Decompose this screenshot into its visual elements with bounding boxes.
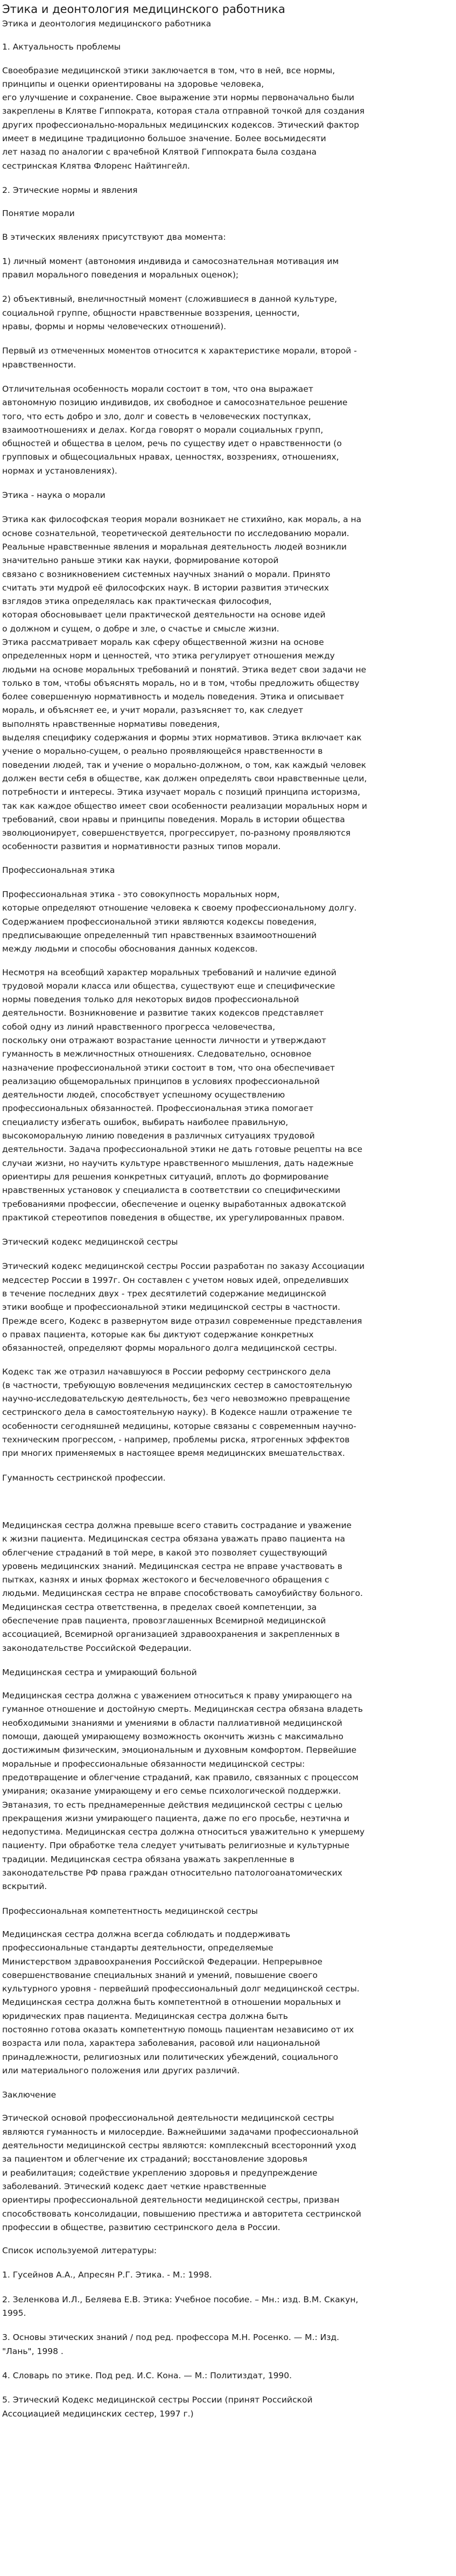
section-heading: Этика и деонтология медицинского работника xyxy=(2,19,212,29)
section-heading: Заключение xyxy=(2,2090,57,2100)
section-heading: Медицинская сестра и умирающий больной xyxy=(2,1667,197,1677)
paragraph: Список используемой литературы: xyxy=(2,2246,157,2256)
section-heading: Этической основой профессиональной деятельности медицинской сестры являются гуманность и милосердие. Важнейшими задачами профессиональной деятельности медицинской сестры являются: комплексный всесторонний уход за пациентом и облегчение их страданий; восстановление здоровья и реабилитация; содействие укреплению здоровья и предупреждение заболеваний. Этический кодекс дает четкие нравственные ориентиры профессиональной деятельности медицинской сестры, призван способствовать консолидации, повышению престижа и авторитета сестринской профессии в обществе, развитию сестринского дела в России. xyxy=(2,2113,361,2232)
paragraph: 1) личный момент (автономия индивида и самосознательная мотивация им правил морального поведения и моральных оценок); xyxy=(2,256,339,280)
paragraph: Медицинская сестра должна превыше всего ставить сострадание и уважение к жизни пациента. Медицинская сестра обязана уважать право пациента на облегчение страданий в той мере, в какой это позволяет существующий уровень медицинских знаний. Медицинская сестра не вправе участвовать в пытках, казнях и иных формах жестокого и бесчеловечного обращения с людьми. Медицинская сестра не вправе способствовать самоубийству больного. Медицинская сестра ответственна, в пределах своей компетенции, за обеспечение прав пациента, провозглашенных Всемирной медицинской ассоциацией, Всемирной организацией здравоохранения и закрепленных в законодательстве Российской Федерации. xyxy=(2,1520,363,1653)
paragraph: 1. Гусейнов А.А., Апресян Р.Г. Этика. - М.: 1998. xyxy=(2,2270,212,2280)
paragraph: 2) объективный, внеличностный момент (сложившиеся в данной культуре, социальной группе, общности нравственные воззрения, ценности, нравы, формы и нормы человеческих отношений). xyxy=(2,294,338,332)
section-heading: Понятие морали xyxy=(2,209,75,219)
paragraph: Медицинская сестра должна всегда соблюдать и поддерживать профессиональные стандарты деятельности, определяемые Министерством здравоохранения Российской Федерации. Непрерывное совершенствование специальных знаний и умений, повышение своего культурного уровня - первейший профессиональный долг медицинской сестры. Медицинская сестра должна быть компетентной в отношении моральных и юридических прав пациента. Медицинская сестра должна быть постоянно готова оказать компетентную помощь пациентам независимо от их возраста или пола, характера заболевания, расовой или национальной принадлежности, религиозных или политических убеждений, социального или материального положения или других различий. xyxy=(2,1929,360,2075)
paragraph: Кодекс так же отразил начавшуюся в России реформу сестринского дела (в частности, требующую вовлечения медицинских сестер в самостоятельную научно-исследовательскую деятельность, без чего невозможно превращение сестринского дела в самостоятельную науку). В Кодексе нашли отражение те особенности сегодняшней медицины, которые связаны с современным научно- техническим прогрессом, - например, проблемы риска, ятрогенных эффектов при многих применяемых в настоящее время медицинских вмешательствах. xyxy=(2,1366,356,1459)
paragraph: Своеобразие медицинской этики заключается в том, что в ней, все нормы, принципы и оценки ориентированы на здоровье человека, его улучшение и сохранение. Свое выражение эти нормы первоначально были закреплены в Клятве Гиппократа, которая стала отправной точкой для создания других профессионально-моральных медицинских кодексов. Этический фактор имеет в медицине традиционно большое значение. Более восьмидесяти лет назад по аналогии с врачебной Клятвой Гиппократа была создана сестринская Клятва Флоренс Найтингейл. xyxy=(2,65,365,171)
paragraph: В этических явлениях присутствуют два момента: xyxy=(2,232,226,242)
paragraph: 3. Основы этических знаний / под ред. профессора М.Н. Росенко. — М.: Изд. "Лань", 1998 . xyxy=(2,2332,340,2356)
paragraph: Отличительная особенность морали состоит в том, что она выражает автономную позицию индивидов, их свободное и самосознательное решение того, что есть добро и зло, долг и совесть в человеческих поступках, взаимоотношениях и делах. Когда говорят о морали социальных групп, общностей и общества в целом, речь по существу идет о нравственности (о групповых и общесоциальных нравах, ценностях, воззрениях, отношениях, нормах и установлениях). xyxy=(2,384,348,476)
paragraph: 5. Этический Кодекс медицинской сестры России (принят Российской Ассоциацией медицинских сестер, 1997 г.) xyxy=(2,2395,313,2419)
document-body xyxy=(2,17,454,2421)
paragraph: Этический кодекс медицинской сестры xyxy=(2,1237,178,1247)
page-title: Этика и деонтология медицинского работника xyxy=(2,3,285,16)
section-heading: 2. Этические нормы и явления xyxy=(2,185,138,195)
section-heading: Профессиональная компетентность медицинской сестры xyxy=(2,1906,258,1916)
paragraph: Этика - наука о морали xyxy=(2,490,106,501)
paragraph: 4. Словарь по этике. Под ред. И.С. Кона. — М.: Политиздат, 1990. xyxy=(2,2370,292,2380)
paragraph: Медицинская сестра должна с уважением относиться к праву умирающего на гуманное отношение и достойную смерть. Медицинская сестра обязана владеть необходимыми знаниями и умениями в области паллиативной медицинской помощи, дающей умирающему возможность окончить жизнь с максимально достижимым физическим, эмоциональным и духовным комфортом. Первейшие моральные и профессиональные обязанности медицинской сестры: предотвращение и облегчение страданий, как правило, связанных с процессом умирания; оказание умирающему и его семье психологической поддержки. Эвтаназия, то есть преднамеренные действия медицинской сестры с целью прекращения жизни умирающего пациента, даже по его просьбе, неэтична и недопустима. Медицинская сестра должна относиться уважительно к умершему пациенту. При обработке тела следует учитывать религиозные и культурные традиции. Медицинская сестра обязана уважать закрепленные в законодательстве РФ права граждан относительно патологоанатомических вскрытий. xyxy=(2,1691,365,1892)
paragraph: 2. Зеленкова И.Л., Беляева Е.В. Этика: Учебное пособие. – Мн.: изд. В.М. Скакун, 1995. xyxy=(2,2294,359,2318)
section-heading: Этика как философская теория морали возникает не стихийно, как мораль, а на основе сознательной, теоретической деятельности по исследованию морали. Реальные нравственные явления и моральная деятельность людей возникли значительно раньше этики как науки, формирование которой связано с возникновением системных научных знаний о морали. Принято считать эти мудрой её философских наук. В истории развития этических взглядов этика определялась как практическая философия, которая обосновывает цели практической деятельности на основе идей о должном и сущем, о добре и зле, о счастье и смысле жизни. Этика рассматривает мораль как сферу общественной жизни на основе определенных норм и ценностей, что этика регулирует отношения между людьми на основе моральных требований и понятий. Этика ведет свои задачи не только в том, чтобы объяснять мораль, но и в том, чтобы предложить обществу более совершенную нормативность и модель поведения. Этика и описывает мораль, и объясняет ее, и учит морали, разъясняет то, как следует выполнять нравственные нормативы поведения, выделяя специфику содержания и формы этих нормативов. Этика включает как учение о морально-сущем, о реально проявляющейся нравственности в поведении людей, так и учение о морально-должном, о том, как каждый человек должен вести себя в обществе, как должен определять свои нравственные цели, потребности и интересы. Этика изучает мораль с позиций принципа историзма, так как каждое общество имеет свои особенности реализации моральных норм и требований, свои нравы и принципы поведения. Мораль в истории общества эволюционирует, совершенствуется, прогрессирует, по-разному проявляются особенности развития и нормативности разных типов морали. xyxy=(2,515,367,852)
paragraph: Несмотря на всеобщий характер моральных требований и наличие единой трудовой морали класса или общества, существуют еще и специфические нормы поведения только для некоторых видов профессиональной деятельности. Возникновение и развитие таких кодексов представляет собой одну из линий нравственного прогресса человечества, поскольку они отражают возрастание ценности личности и утверждают гуманность в межличностных отношениях. Следовательно, основное назначение профессиональной этики состоит в том, что она обеспечивает реализацию общеморальных принципов в условиях профессиональной деятельности людей, способствует успешному осуществлению профессиональных обязанностей. Профессиональная этика помогает специалисту избегать ошибок, выбирать наиболее правильную, высокоморальную линию поведения в различных ситуациях трудовой деятельности. Задача профессиональной этики не дать готовые рецепты на все случаи жизни, но научить культуре нравственного мышления, дать надежные ориентиры для решения конкретных ситуаций, вплоть до формирование нравственных установок у специалиста в соответствии со специфическими требованиями профессии, обеспечение и оценку выработанных адвокатской практикой стереотипов поведения в обществе, их урегулированных правом. xyxy=(2,967,363,1223)
paragraph xyxy=(2,1495,454,1508)
section-heading: Гуманность сестринской профессии. xyxy=(2,1473,166,1483)
paragraph: Профессиональная этика xyxy=(2,865,115,875)
section-heading: 1. Актуальность проблемы xyxy=(2,42,121,52)
paragraph: Первый из отмеченных моментов относится к характеристике морали, второй - нравственности. xyxy=(2,346,357,370)
section-heading: Профессиональная этика - это совокупность моральных норм, которые определяют отношение человека к своему профессиональному долгу. Содержанием профессиональной этики являются кодексы поведения, предписывающие определенный тип нравственных взаимоотношений между людьми и способы обоснования данных кодексов. xyxy=(2,890,357,954)
section-heading: Этический кодекс медицинской сестры России разработан по заказу Ассоциации медсестер России в 1997г. Он составлен с учетом новых идей, определивших в течение последних двух - трех десятилетий содержание медицинской этики вообще и профессиональной этики медицинской сестры в частности. Прежде всего, Кодекс в развернутом виде отразил современные представления о правах пациента, которые как бы диктуют содержание конкретных обязанностей, определяют формы морального долга медицинской сестры. xyxy=(2,1261,365,1353)
